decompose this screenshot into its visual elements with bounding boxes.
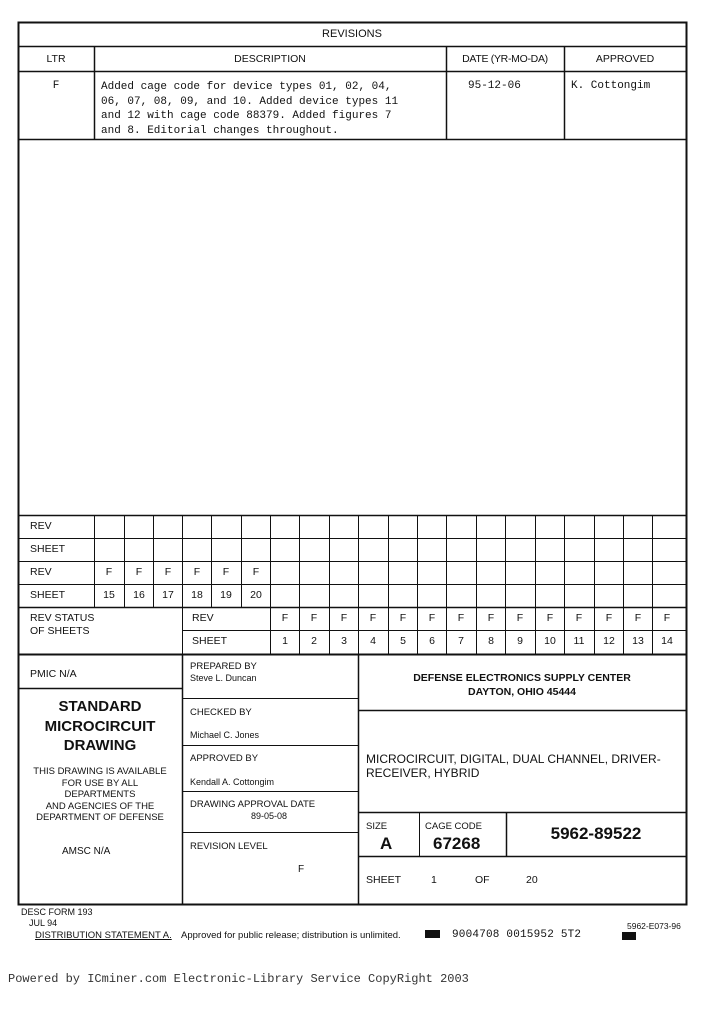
revision-description-line: and 12 with cage code 88379. Added figures 7 [101,110,392,123]
distribution-text: Approved for public release; distribution is unlimited. [181,930,401,941]
powered-by-notice: Powered by ICminer.com Electronic-Library Service CopyRight 2003 [8,972,469,986]
rev-cell: F [222,566,230,578]
sheet-total: 20 [526,874,538,886]
revision-date: 95-12-06 [468,80,521,92]
rev-cell: F [164,566,172,578]
sheet-label: SHEET [366,874,402,886]
title-line: MICROCIRCUIT [44,717,156,735]
availability-notice [18,766,182,824]
revisions-heading: REVISIONS [322,28,382,40]
distribution-label: DISTRIBUTION STATEMENT A. [35,930,172,941]
sheet-number-cell: 7 [458,635,464,647]
sheet-number-cell: 20 [250,589,262,601]
rev-cell: F [399,612,407,624]
revision-description-line: 06, 07, 08, 09, and 10. Added device types 11 [101,95,399,108]
sheet-number-cell: 11 [573,635,585,647]
availability-line: FOR USE BY ALL [61,777,139,789]
rev-cell: F [575,612,583,624]
drawing-number: 5962-89522 [550,824,642,843]
barcode-mark [425,930,440,938]
revision-letter: F [52,80,60,92]
sheet-number-cell: 2 [311,635,317,647]
sheet-number: 1 [431,874,437,886]
barcode-text: 9004708 0015952 5T2 [452,929,582,941]
sheet-number-cell: 6 [429,635,435,647]
sheet-row-label: SHEET [30,589,66,601]
agency-name: DEFENSE ELECTRONICS SUPPLY CENTER [413,672,631,684]
checked-by-label: CHECKED BY [190,707,252,718]
sheet-number-cell: 16 [133,589,145,601]
drawing-description: MICROCIRCUIT, DIGITAL, DUAL CHANNEL, DRIVER- [366,752,661,766]
description-header: DESCRIPTION [234,53,306,65]
sheet-number-cell: 5 [400,635,406,647]
approval-date-label: DRAWING APPROVAL DATE [190,799,316,810]
sheet-number-cell: 12 [603,635,615,647]
revision-description-line: and 8. Editorial changes throughout. [101,124,339,137]
sheet-number-cell: 19 [220,589,232,601]
rev-cell: F [634,612,642,624]
rev-cell: F [252,566,260,578]
prepared-by-name: Steve L. Duncan [190,673,257,683]
sheet-number-cell: 15 [103,589,115,601]
rev-cell: F [605,612,613,624]
rev-cell: F [340,612,348,624]
rev-cell: F [281,612,289,624]
revision-level-value: F [298,864,305,875]
rev-row-label: REV [30,520,52,532]
title-line: STANDARD [58,698,142,715]
sheet-number-cell: 3 [341,635,347,647]
revision-description-line: Added cage code for device types 01, 02, 04, [101,81,392,93]
of-label: OF [475,874,490,886]
rev-cell: F [310,612,318,624]
approved-header: APPROVED [595,53,655,65]
sheet-number-cell: 1 [282,635,288,647]
sheet-number-cell: 18 [191,589,203,601]
rev-cell: F [663,612,671,624]
availability-line: DEPARTMENTS [64,789,136,801]
availability-line: DEPARTMENT OF DEFENSE [36,812,164,824]
title-line: DRAWING [63,737,137,754]
agency-address: DAYTON, OHIO 45444 [468,686,576,698]
checked-by-name: Michael C. Jones [190,730,260,740]
rev-cell: F [546,612,554,624]
rev-cell: F [487,612,495,624]
cage-code-label: CAGE CODE [425,821,483,832]
prepared-by-label: PREPARED BY [190,661,257,672]
rev-cell: F [193,566,201,578]
approved-by-name: Kendall A. Cottongim [190,777,275,787]
pmic-label: PMIC N/A [30,668,77,680]
sheet-number-cell: 10 [544,635,556,647]
form-number: DESC FORM 193 [21,907,93,917]
size-value: A [380,834,393,853]
cage-code-value: 67268 [433,834,481,853]
sheet-number-cell: 17 [162,589,174,601]
sheet-number-cell: 13 [632,635,644,647]
barcode-mark [622,932,636,940]
availability-line: AND AGENCIES OF THE [45,800,155,812]
form-code: 5962-E073-96 [627,921,681,931]
amsc-label: AMSC N/A [62,846,111,857]
revision-description [101,80,398,138]
sheet-row-label: SHEET [30,543,66,555]
sheet-number-cell: 8 [488,635,494,647]
sheet-number-cell: 4 [370,635,376,647]
form-date: JUL 94 [29,918,58,928]
rev-row-label: REV [30,566,52,578]
drawing-description: RECEIVER, HYBRID [366,766,480,780]
sheet-number-cell: 14 [661,635,673,647]
rev-status-line: REV STATUS [30,612,95,624]
rev-status-label [30,612,94,638]
ltr-header: LTR [46,53,66,65]
date-header: DATE (YR-MO-DA) [462,53,548,65]
approval-date-value: 89-05-08 [251,811,288,821]
revision-level-label: REVISION LEVEL [190,841,268,852]
standard-drawing-title [18,697,182,756]
rev-cell: F [369,612,377,624]
rev-cell: F [516,612,524,624]
rev-cell: F [105,566,113,578]
rev-cell: F [135,566,143,578]
rev-status-sheet-label: SHEET [192,635,228,647]
sheet-number-cell: 9 [517,635,523,647]
rev-cell: F [428,612,436,624]
rev-cell: F [457,612,465,624]
size-label: SIZE [366,821,388,832]
availability-line: THIS DRAWING IS AVAILABLE [33,766,167,777]
rev-status-line: OF SHEETS [30,625,90,637]
approved-by-label: APPROVED BY [190,753,259,764]
revision-approver: K. Cottongim [571,80,651,92]
rev-status-rev-label: REV [192,612,214,624]
